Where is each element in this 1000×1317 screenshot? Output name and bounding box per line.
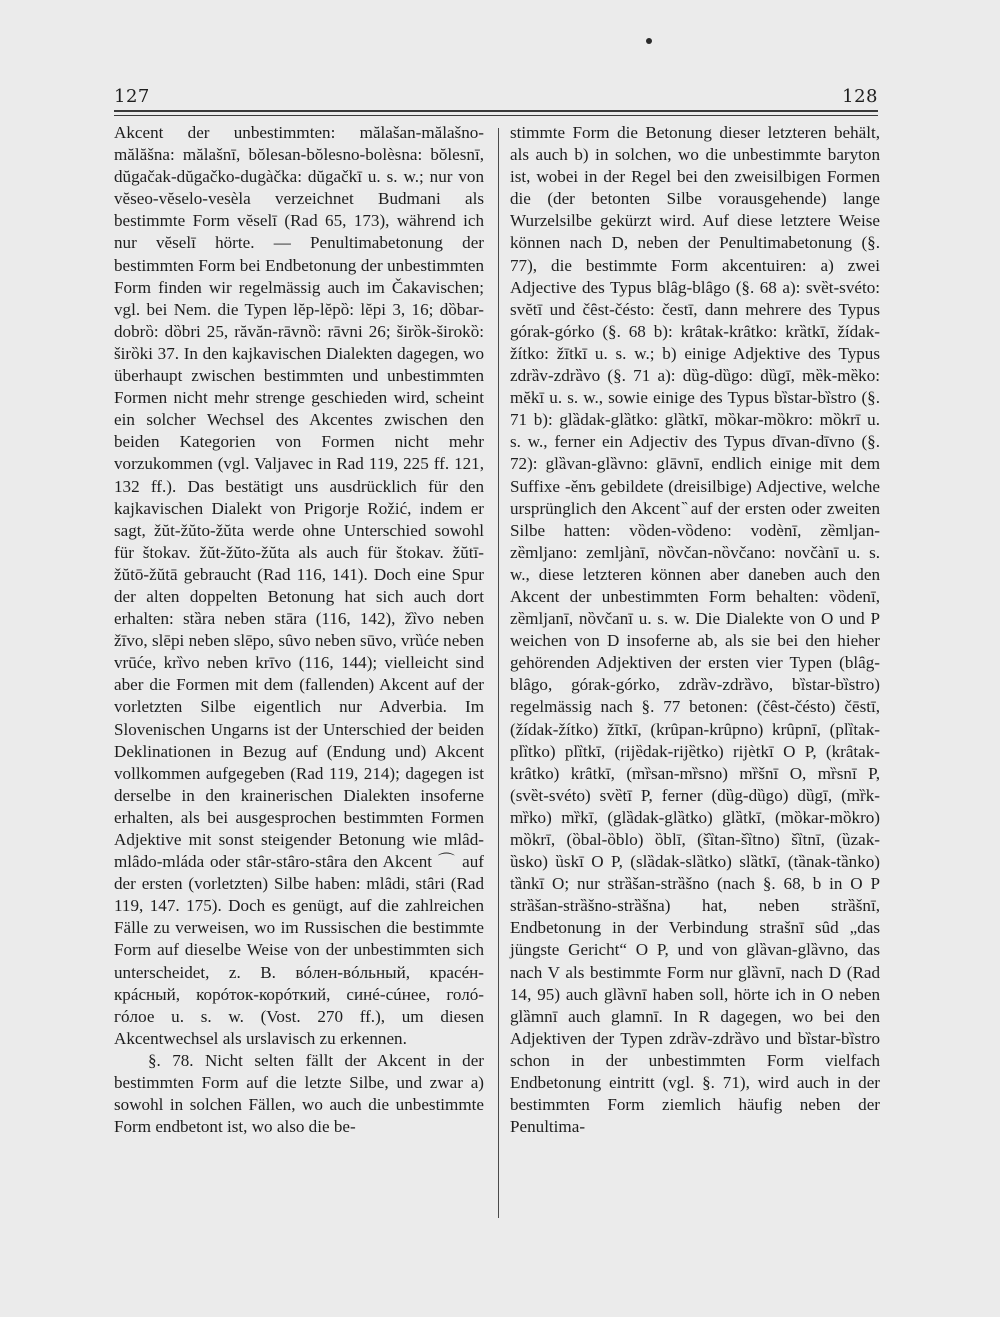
left-text-column [114,122,484,1138]
left-page-number: 127 [114,86,150,107]
column-divider [498,128,499,1218]
left-paragraph-akcent: Akcent der unbestimmten: mălašan-mălašno-mălăšna: mălašnī, bŏlesan-bŏlesno-bolèsna: bŏlesnī, dŭgačak-dŭgačko-dugàčka: dŭgačkī u. s. w.; nur von vĕseo-vĕselo-vesèla verzeichnet Budmani als bestimmte Form vĕselī (Rad 65, 173), während ich nur vĕselī hörte. — Penultimabetonung der bestimmten Form bei Endbetonung der unbestimmten Form finden wir regelmässig auch im Čakavischen; vgl. bei Nem. die Typen lĕp-lĕpȍ: lĕpi 3, 16; dȍbar-dobrȍ: dȍbri 25, răvăn-rāvnȍ: rāvni 26; širȍk-širokȍ: širȍki 37. In den kajkavischen Dialekten dagegen, wo überhaupt zwischen bestimmten und unbestimmten Formen nicht mehr strenge geschieden wird, scheint ein solcher Wechsel des Akcentes zwischen den beiden Kategorien von Formen nicht mehr vorzukommen (vgl. Valjavec in Rad 119, 225 ff. 121, 132 ff.). Das bestätigt uns ausdrücklich für den kajkavischen Dialekt von Prigorje Rožić, indem er sagt, žŭt-žŭto-žŭta werde ohne Unterschied sowohl für štokav. žŭt-žŭto-žŭta als auch für štokav. žŭtī-žŭtō-žŭtā gebraucht (Rad 116, 141). Doch eine Spur der alten doppelten Betonung hat sich auch dort erhalten: stȁra neben stāra (116, 142), žȉvo neben žīvo, slēpi neben slēpo, sȗvo neben sūvo, vrȕće neben vrūće, krȉvo neben krīvo (116, 144); vielleicht sind aber die Formen mit dem (fallenden) Akcent auf der vorletzten Silbe eigentlich nur Adverbia. Im Slovenischen Ungarns ist der Unterschied der beiden Deklinationen in Bezug auf (Endung und) Akcent vollkommen aufgegeben (Rad 119, 214); dagegen ist derselbe in den krainerischen Dialekten insoferne erhalten, als bei ausgesprochen bestimmten Formen Adjektive mit sonst steigender Betonung wie mlȃd-mlȃdo-mláda oder stȃr-stȃro-stȃra den Akcent ⌒ auf der ersten (vorletzten) Silbe haben: mlȃdi, stȃri (Rad 119, 147. 175). Doch es genügt, auf die zahlreichen Fälle zu verweisen, wo im Russischen die bestimmte Form auf dieselbe Weise von der unbestimmten sich unterscheidet, z. B. вóлен-вóльный, красéн-крáсный, корóток-корóткий, синé-сúнее, голó-гóлое u. s. w. (Vost. 270 ff.), um diesen Akcentwechsel als urslavisch zu erkennen. [114,123,484,1048]
right-paragraph-continuation: stimmte Form die Betonung dieser letzteren behält, als auch b) in solchen, wo die unbestimmte baryton ist, wobei in der Regel bei den zweisilbigen Formen die (der betonten Silbe vorausgehende) lange Wurzelsilbe gekürzt wird. Auf diese letztere Weise können nach D, neben der Penultimabetonung (§. 77), die bestimmte Form akcentuiren: a) zwei Adjective des Typus blȃg-blȃgo (§. 68 a): svȅt-svéto: svĕtī und čȇst-čésto: čestī, dann mehrere des Typus górak-górko (§. 68 b): krȃtak-krȃtko: krȁtkī, žídak-žítko: žītkī u. s. w.; b) einige Adjektive des Typus zdrȁv-zdrȁvo (§. 71 a): dȕg-dȕgo: dȕgī, mȅk-mȅko: mĕkī u. s. w., sowie einige des Typus bȉstar-bȉstro (§. 71 b): glȁdak-glȁtko: glȁtkī, mȍkar-mȍkro: mȍkrī u. s. w., ferner ein Adjectiv des Typus dīvan-dīvno (§. 72): glȁvan-glȁvno: glāvnī, endlich einige mit dem Suffixe -ěnъ gebildete (dreisilbige) Adjective, welche ursprünglich den Akcent ̏ auf der ersten oder zweiten Silbe hatten: vȍden-vȍdeno: vodènī, zȅmljan-zȅmljano: zemljànī, nȍvčan-nȍvčano: novčànī u. s. w., diese letzteren können aber daneben auch den Akcent der unbestimmten Form behalten: vȍdenī, zȅmljanī, nȍvčanī u. s. w. Die Dialekte von O und P weichen von D insoferne ab, als sie bei den hieher gehörenden Adjektiven der ersten vier Typen (blȃg-blȃgo, górak-górko, zdrȁv-zdrȁvo, bȉstar-bȉstro) regelmässig nach §. 77 betonen: (čȇst-čésto) čēstī, (žídak-žítko) žītkī, (krȗpan-krȗpno) krȗpnī, (plȉtak-plȉtko) plȉtkī, (rijȅdak-rijȅtko) rijètkī O P, (krȃtak-krȃtko) krȃtkī, (mȑsan-mȑsno) mȑšnī O, mȑsnī P, (svȅt-svéto) svȅtī P, ferner (dȕg-dȕgo) dȕgī, (mȑk-mȑko) mȑkī, (glȁdak-glȁtko) glȁtkī, (mȍkar-mȍkro) mȍkrī, (ȍbal-ȍblo) ȍblī, (šȉtan-šȉtno) šȉtnī, (ȕzak-ȕsko) ȕskī O P, (slȁdak-slȁtko) slȁtkī, (tȁnak-tȁnko) tȁnkī O; nur strȁšan-strȁšno (nach §. 68, b in O P strȁšan-strȁšno-strȁšna) hat, neben strȁšnī, Endbetonung in der Verbindung strašnī sȗd „das jüngste Gericht“ O P, und von glȁvan-glȁvno, das nach V als bestimmte Form nur glȁvnī, nach D (Rad 14, 95) auch glȁvnī haben soll, hörte ich in O neben glȁmnī auch glamnī. In R dagegen, wo bei den Adjektiven der Typen zdrȁv-zdrȁvo und bȉstar-bȉstro schon in der unbestimmten Form vielfach Endbetonung eintritt (vgl. §. 71), wird auch in der bestimmten Form ziemlich häufig neben der Penultima- [510,123,880,1137]
ink-speck [646,38,652,44]
left-paragraph-section-78: §. 78. Nicht selten fällt der Akcent in der bestimmten Form auf die letzte Silbe, und zwar a) sowohl in solchen Fällen, wo auch die unbestimmte Form endbetont ist, wo also die be- [114,1050,484,1137]
right-page-number: 128 [842,86,878,107]
right-text-column [510,122,880,1138]
header-rule [114,110,878,116]
